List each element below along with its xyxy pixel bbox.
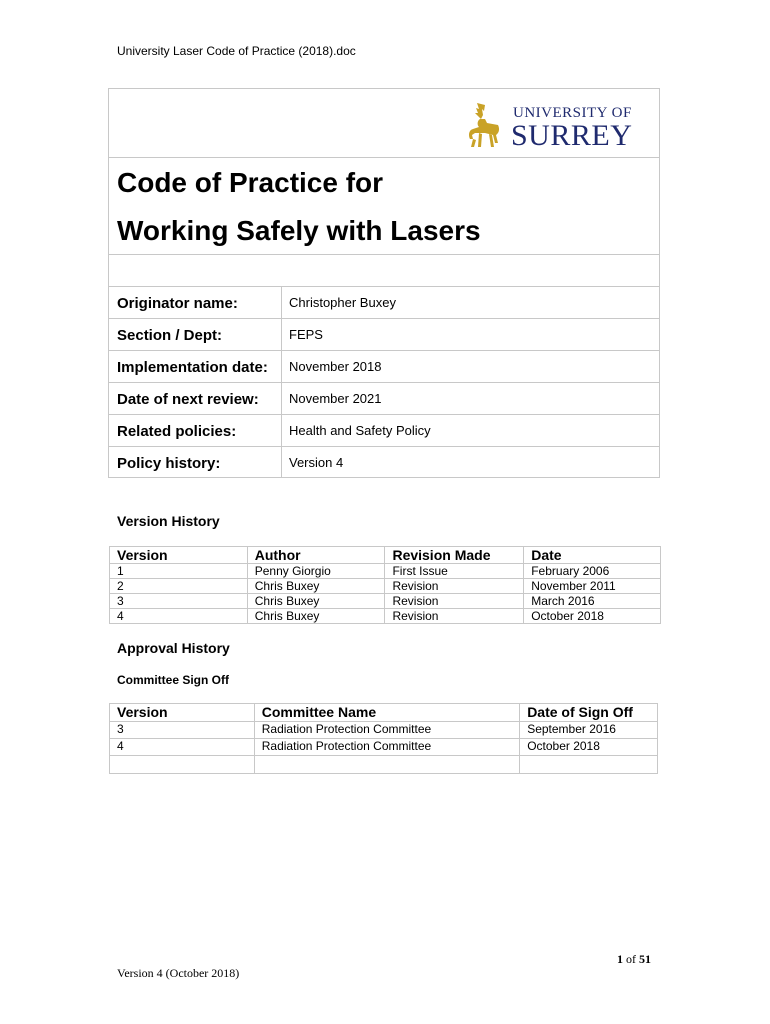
section-value: FEPS	[289, 327, 323, 342]
divider	[109, 254, 659, 255]
table-row	[110, 722, 658, 739]
table-cell: 3	[110, 594, 248, 609]
table-cell: 2	[110, 579, 248, 594]
page-of: of	[626, 952, 636, 966]
table-row	[110, 579, 661, 594]
cover-box	[108, 88, 660, 478]
table-row	[110, 739, 658, 756]
document-title-line1: Code of Practice for	[117, 167, 384, 198]
footer-version: Version 4 (October 2018)	[117, 966, 240, 980]
table-cell: Chris Buxey	[247, 609, 385, 624]
committee-sign-off-subheading: Committee Sign Off	[117, 673, 230, 687]
table-cell: Penny Giorgio	[247, 564, 385, 579]
implementation-date-value: November 2018	[289, 359, 382, 374]
related-policies-value: Health and Safety Policy	[289, 423, 431, 438]
table-cell: Radiation Protection Committee	[254, 739, 519, 756]
stag-icon	[465, 99, 505, 151]
approval-history-heading: Approval History	[117, 640, 230, 656]
divider	[109, 382, 659, 383]
divider	[109, 318, 659, 319]
university-logo	[461, 99, 641, 151]
table-cell: 1	[110, 564, 248, 579]
column-header: Committee Name	[254, 704, 519, 722]
table-row	[110, 594, 661, 609]
table-cell: October 2018	[524, 609, 661, 624]
table-row	[110, 564, 661, 579]
table-cell: November 2011	[524, 579, 661, 594]
table-cell: Revision	[385, 579, 524, 594]
table-cell: Chris Buxey	[247, 579, 385, 594]
table-cell: Radiation Protection Committee	[254, 722, 519, 739]
policy-history-label: Policy history:	[117, 455, 221, 472]
document-title-line2: Working Safely with Lasers	[117, 215, 481, 246]
divider	[109, 286, 659, 287]
originator-value: Christopher Buxey	[289, 295, 396, 310]
section-label: Section / Dept:	[117, 327, 223, 344]
column-header: Revision Made	[385, 547, 524, 564]
version-history-heading: Version History	[117, 513, 220, 529]
version-history-table	[109, 546, 661, 624]
originator-label: Originator name:	[117, 295, 238, 312]
table-row	[110, 609, 661, 624]
table-cell	[520, 756, 658, 774]
divider	[109, 157, 659, 158]
column-header: Date	[524, 547, 661, 564]
column-header: Date of Sign Off	[520, 704, 658, 722]
document-header-filename: University Laser Code of Practice (2018).doc	[117, 44, 356, 58]
table-cell: Revision	[385, 609, 524, 624]
table-cell: Chris Buxey	[247, 594, 385, 609]
divider	[109, 414, 659, 415]
policy-history-value: Version 4	[289, 455, 344, 470]
column-header: Version	[110, 704, 255, 722]
table-row	[110, 756, 658, 774]
table-cell: 4	[110, 739, 255, 756]
table-cell: March 2016	[524, 594, 661, 609]
related-policies-label: Related policies:	[117, 423, 237, 440]
logo-university-of: UNIVERSITY OF	[513, 105, 632, 121]
column-divider	[281, 286, 282, 478]
table-cell: Revision	[385, 594, 524, 609]
table-cell	[254, 756, 519, 774]
divider	[109, 350, 659, 351]
column-header: Version	[110, 547, 248, 564]
column-header: Author	[247, 547, 385, 564]
logo-surrey: SURREY	[511, 119, 633, 152]
divider	[109, 446, 659, 447]
table-cell: October 2018	[520, 739, 658, 756]
table-cell: September 2016	[520, 722, 658, 739]
next-review-value: November 2021	[289, 391, 382, 406]
table-cell: First Issue	[385, 564, 524, 579]
page-counter	[617, 952, 651, 967]
table-cell	[110, 756, 255, 774]
page-number: 1	[617, 952, 623, 966]
approval-history-table	[109, 703, 658, 774]
implementation-date-label: Implementation date:	[117, 359, 268, 376]
next-review-label: Date of next review:	[117, 391, 259, 408]
table-cell: 4	[110, 609, 248, 624]
page-total: 51	[639, 952, 651, 966]
table-cell: 3	[110, 722, 255, 739]
table-cell: February 2006	[524, 564, 661, 579]
